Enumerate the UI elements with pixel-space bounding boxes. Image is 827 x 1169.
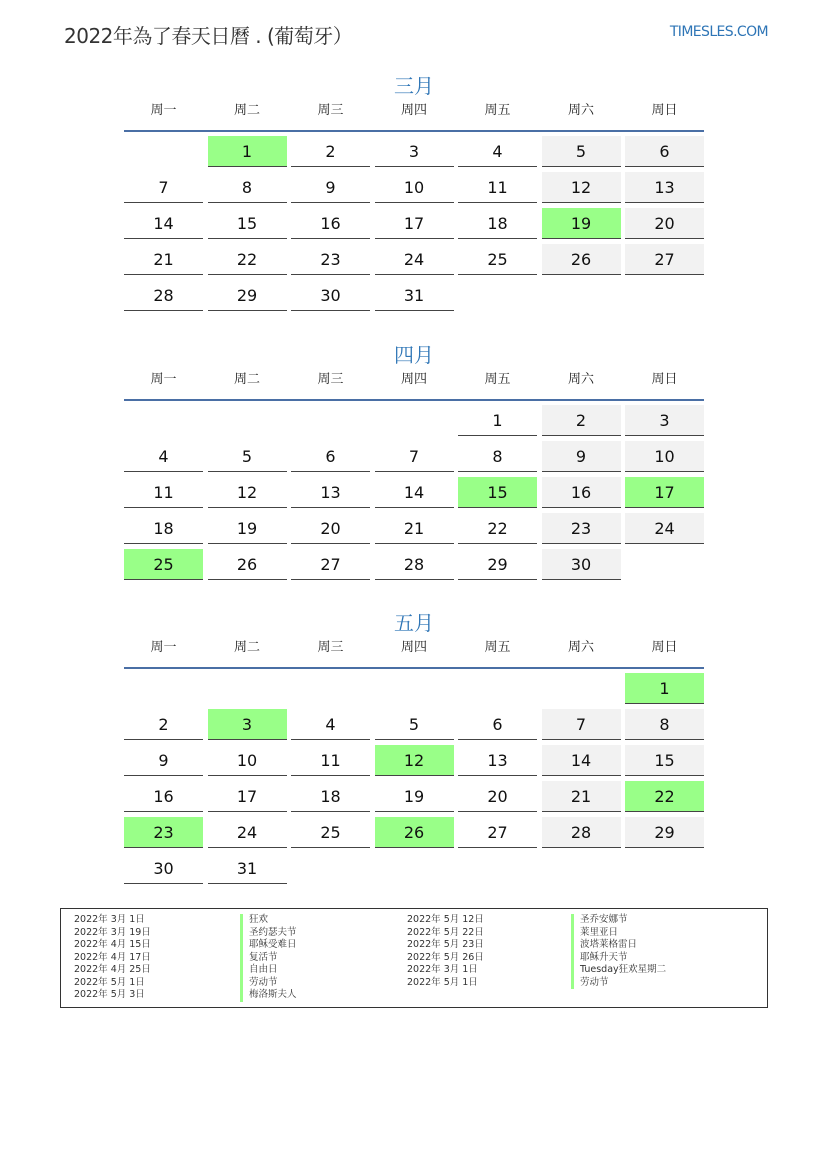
day-cell: 25 (458, 244, 537, 275)
day-cell: 16 (291, 208, 370, 239)
weekday-label: 周六 (567, 372, 594, 387)
legend-dates-left (74, 914, 151, 1002)
day-cell: 8 (208, 172, 287, 203)
day-cell: 29 (208, 280, 287, 311)
day-cell: 5 (542, 136, 621, 167)
weekday-label: 周五 (484, 372, 511, 387)
day-cell: 4 (291, 709, 370, 740)
day-cell: 20 (458, 781, 537, 812)
legend-names-right (571, 914, 666, 989)
day-cell: 12 (375, 745, 454, 776)
weekday-label: 周六 (567, 103, 594, 118)
page-title: 2022年為了春天日曆 . (葡萄牙） (64, 24, 353, 48)
day-cell: 1 (625, 673, 704, 704)
legend-holiday-name: 劳动节 (240, 977, 297, 990)
day-cell: 1 (458, 405, 537, 436)
day-cell: 8 (458, 441, 537, 472)
legend-holiday-name: 复活节 (240, 952, 297, 965)
legend-date: 2022年 5月 22日 (407, 926, 484, 938)
day-cell: 10 (208, 745, 287, 776)
weekday-label: 周五 (484, 103, 511, 118)
legend-date: 2022年 5月 12日 (407, 914, 484, 925)
day-cell: 3 (625, 405, 704, 436)
day-cell: 24 (375, 244, 454, 275)
day-cell: 11 (124, 477, 203, 508)
header-divider (124, 130, 704, 132)
weekday-label: 周三 (317, 372, 344, 387)
day-cell: 29 (625, 817, 704, 848)
day-cell: 8 (625, 709, 704, 740)
weekday-header (124, 365, 704, 395)
day-cell: 28 (375, 549, 454, 580)
day-cell: 22 (208, 244, 287, 275)
day-cell: 18 (124, 513, 203, 544)
weekday-label: 周四 (400, 372, 427, 387)
day-cell: 4 (458, 136, 537, 167)
day-cell: 10 (375, 172, 454, 203)
month-march (124, 70, 704, 330)
day-cell: 15 (458, 477, 537, 508)
day-cell: 18 (458, 208, 537, 239)
weekday-label: 周四 (400, 640, 427, 655)
weekday-label: 周三 (317, 640, 344, 655)
legend-date: 2022年 4月 17日 (74, 951, 151, 963)
weekday-label: 周二 (233, 372, 260, 387)
day-cell: 1 (208, 136, 287, 167)
legend-holiday-name: 圣乔安娜节 (571, 914, 666, 927)
day-cell: 6 (625, 136, 704, 167)
day-cell: 27 (625, 244, 704, 275)
day-cell: 13 (458, 745, 537, 776)
day-cell: 13 (625, 172, 704, 203)
month-title: 三月 (394, 74, 434, 98)
legend-date: 2022年 4月 25日 (74, 964, 151, 975)
legend-date: 2022年 3月 1日 (74, 914, 145, 925)
day-cell: 31 (375, 280, 454, 311)
legend-holiday-name: 狂欢 (240, 914, 297, 927)
day-cell: 7 (124, 172, 203, 203)
month-title: 五月 (394, 611, 434, 635)
month-april (124, 339, 704, 599)
day-cell: 2 (291, 136, 370, 167)
day-cell: 21 (375, 513, 454, 544)
weekday-label: 周日 (651, 372, 678, 387)
day-cell: 28 (124, 280, 203, 311)
day-cell: 12 (542, 172, 621, 203)
day-cell: 30 (291, 280, 370, 311)
day-cell: 29 (458, 549, 537, 580)
day-cell: 6 (291, 441, 370, 472)
weekday-label: 周二 (233, 640, 260, 655)
day-cell: 9 (124, 745, 203, 776)
day-cell: 27 (458, 817, 537, 848)
day-cell: 2 (542, 405, 621, 436)
legend-date: 2022年 5月 23日 (407, 939, 484, 950)
legend-date: 2022年 5月 1日 (407, 976, 478, 988)
day-cell: 22 (625, 781, 704, 812)
weekday-label: 周二 (233, 103, 260, 118)
day-cell: 18 (291, 781, 370, 812)
day-cell: 14 (124, 208, 203, 239)
page-header (0, 0, 827, 60)
legend-holiday-name: 耶稣受难日 (240, 939, 297, 952)
month-title: 四月 (394, 343, 434, 367)
legend-names-left (240, 914, 297, 1002)
header-divider (124, 399, 704, 401)
header-divider (124, 667, 704, 669)
day-cell: 11 (291, 745, 370, 776)
weekday-label: 周六 (567, 640, 594, 655)
day-cell: 16 (542, 477, 621, 508)
weekday-label: 周三 (317, 103, 344, 118)
day-cell: 9 (542, 441, 621, 472)
day-cell: 24 (625, 513, 704, 544)
day-cell: 20 (291, 513, 370, 544)
day-cell: 31 (208, 853, 287, 884)
weekday-label: 周一 (150, 372, 177, 387)
legend-date: 2022年 5月 1日 (74, 976, 145, 988)
day-cell: 19 (542, 208, 621, 239)
day-cell: 14 (375, 477, 454, 508)
day-cell: 13 (291, 477, 370, 508)
day-cell: 30 (542, 549, 621, 580)
day-cell: 23 (542, 513, 621, 544)
day-cell: 21 (542, 781, 621, 812)
day-cell: 20 (625, 208, 704, 239)
day-cell: 23 (124, 817, 203, 848)
day-cell: 26 (542, 244, 621, 275)
day-cell: 21 (124, 244, 203, 275)
day-cell: 19 (375, 781, 454, 812)
month-may (124, 607, 704, 897)
holiday-legend (60, 908, 768, 1008)
legend-holiday-name: Tuesday狂欢星期二 (571, 964, 666, 977)
legend-date: 2022年 4月 15日 (74, 939, 151, 950)
day-cell: 19 (208, 513, 287, 544)
legend-dates-right (407, 914, 484, 989)
day-cell: 26 (208, 549, 287, 580)
day-cell: 25 (124, 549, 203, 580)
legend-holiday-name: 耶稣升天节 (571, 952, 666, 965)
weekday-header (124, 96, 704, 126)
day-cell: 14 (542, 745, 621, 776)
day-cell: 5 (208, 441, 287, 472)
day-cell: 26 (375, 817, 454, 848)
day-cell: 10 (625, 441, 704, 472)
day-cell: 15 (208, 208, 287, 239)
day-cell: 11 (458, 172, 537, 203)
day-cell: 3 (375, 136, 454, 167)
day-cell: 15 (625, 745, 704, 776)
weekday-label: 周日 (651, 103, 678, 118)
legend-holiday-name: 梅洛斯夫人 (240, 989, 297, 1002)
day-cell: 27 (291, 549, 370, 580)
day-cell: 5 (375, 709, 454, 740)
weekday-label: 周四 (400, 103, 427, 118)
day-cell: 9 (291, 172, 370, 203)
day-cell: 17 (375, 208, 454, 239)
weekday-label: 周五 (484, 640, 511, 655)
weekday-label: 周一 (150, 640, 177, 655)
legend-date: 2022年 5月 26日 (407, 951, 484, 963)
legend-holiday-name: 劳动节 (571, 977, 666, 990)
day-cell: 2 (124, 709, 203, 740)
day-cell: 22 (458, 513, 537, 544)
weekday-label: 周一 (150, 103, 177, 118)
weekday-label: 周日 (651, 640, 678, 655)
weekday-header (124, 633, 704, 663)
legend-date: 2022年 3月 1日 (407, 964, 478, 975)
day-cell: 12 (208, 477, 287, 508)
brand-link[interactable]: TIMESLES.COM (669, 24, 768, 40)
day-cell: 17 (625, 477, 704, 508)
day-cell: 30 (124, 853, 203, 884)
day-cell: 3 (208, 709, 287, 740)
day-cell: 6 (458, 709, 537, 740)
day-cell: 16 (124, 781, 203, 812)
day-cell: 17 (208, 781, 287, 812)
legend-date: 2022年 3月 19日 (74, 926, 151, 938)
legend-holiday-name: 圣约瑟夫节 (240, 927, 297, 940)
day-cell: 23 (291, 244, 370, 275)
day-cell: 4 (124, 441, 203, 472)
legend-date: 2022年 5月 3日 (74, 989, 145, 1000)
day-cell: 25 (291, 817, 370, 848)
day-cell: 7 (542, 709, 621, 740)
day-cell: 7 (375, 441, 454, 472)
legend-holiday-name: 波塔莱格雷日 (571, 939, 666, 952)
day-cell: 28 (542, 817, 621, 848)
legend-holiday-name: 自由日 (240, 964, 297, 977)
day-cell: 24 (208, 817, 287, 848)
legend-holiday-name: 莱里亚日 (571, 927, 666, 940)
